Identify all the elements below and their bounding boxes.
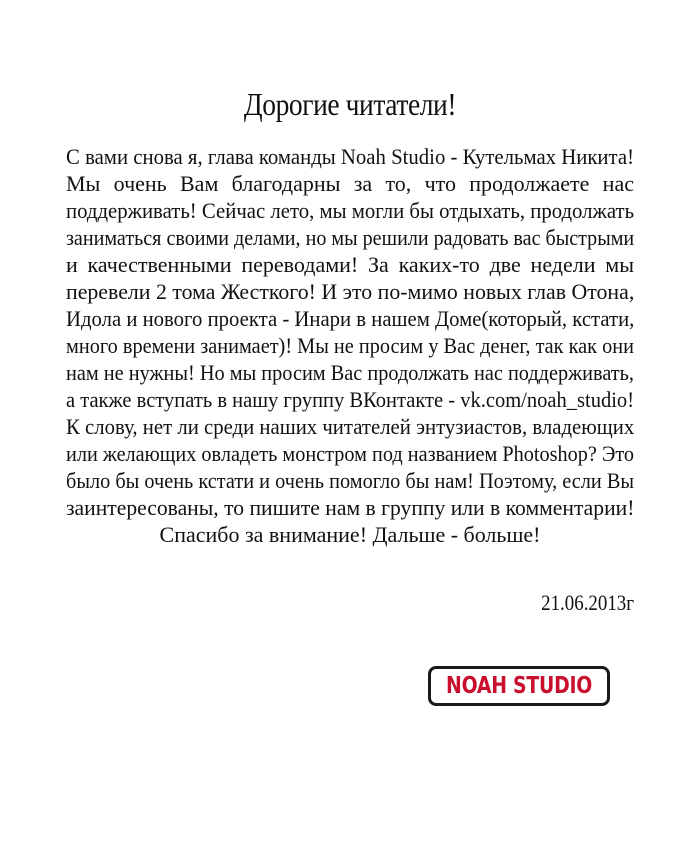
letter-date: 21.06.2013г — [541, 590, 634, 615]
letter-line: К слову, нет ли среди наших читателей энтузиастов, владеющих — [66, 414, 635, 439]
letter-line: много времени занимает)! Мы не просим у Вас денег, так как они — [66, 333, 634, 358]
letter-line: С вами снова я, глава команды Noah Studio - Кутельмах Никита! — [66, 144, 634, 169]
letter-line: Мы очень Вам благодарны за то, что продолжаете нас — [66, 171, 634, 196]
letter-line: поддерживать! Сейчас лето, мы могли бы отдыхать, продолжать — [66, 198, 635, 223]
letter-title: Дорогие читатели! — [243, 86, 457, 122]
letter-line: было бы очень кстати и очень помогло бы нам! Поэтому, если Вы — [66, 468, 634, 493]
letter-closing: Спасибо за внимание! Дальше - больше! — [159, 522, 541, 547]
letter-body — [66, 143, 634, 548]
letter-line: заинтересованы, то пишите нам в группу или в комментарии! — [66, 495, 635, 520]
letter-line: перевели 2 тома Жесткого! И это по-мимо новых глав Отона, — [66, 279, 635, 304]
letter-line: Идола и нового проекта - Инари в нашем Доме(который, кстати, — [66, 306, 635, 331]
letter-line: или желающих овладеть монстром под названием Photoshop? Это — [66, 441, 635, 466]
letter-line: и качественными переводами! За каких-то две недели мы — [66, 252, 634, 277]
logo-text: NOAH STUDIO — [445, 673, 593, 699]
letter-line: нам не нужны! Но мы просим Вас продолжать нас поддерживать, — [66, 360, 634, 385]
letter-line: заниматься своими делами, но мы решили радовать вас быстрыми — [66, 225, 635, 250]
letter-line: а также вступать в нашу группу ВКонтакте - vk.com/noah_studio! — [66, 387, 635, 412]
noah-studio-logo — [428, 666, 610, 706]
